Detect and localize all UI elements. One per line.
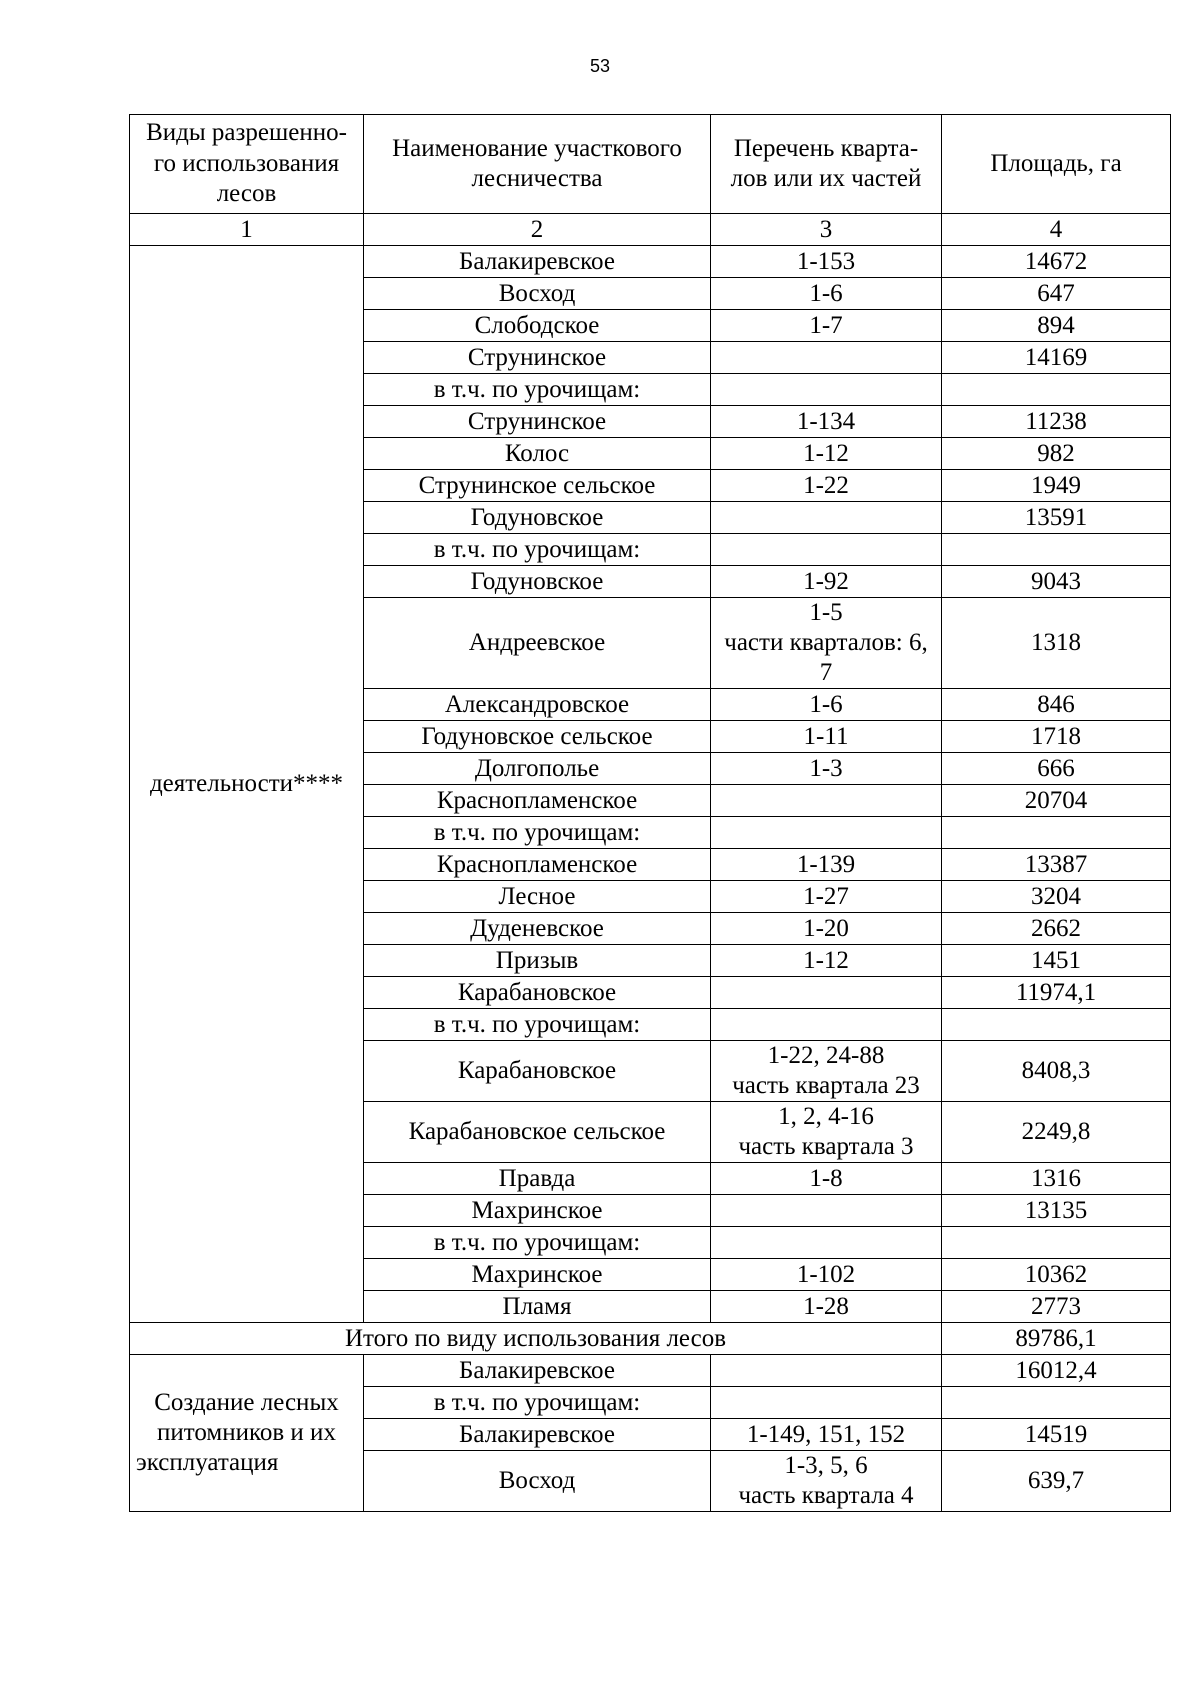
table-row bbox=[130, 1355, 1171, 1387]
forest-use-table bbox=[129, 114, 1171, 1512]
area-cell: 13591 bbox=[942, 502, 1171, 534]
forestry-name-cell: Годуновское сельское bbox=[364, 721, 711, 753]
quarters-cell bbox=[711, 1451, 942, 1512]
area-cell bbox=[942, 374, 1171, 406]
column-number: 2 bbox=[364, 214, 711, 246]
area-cell: 14519 bbox=[942, 1419, 1171, 1451]
area-cell: 2662 bbox=[942, 913, 1171, 945]
quarters-cell bbox=[711, 881, 942, 913]
forestry-name-cell: Восход bbox=[364, 1451, 711, 1512]
area-cell: 9043 bbox=[942, 566, 1171, 598]
quarters-cell bbox=[711, 342, 942, 374]
area-cell: 13387 bbox=[942, 849, 1171, 881]
forestry-name-cell: Струнинское сельское bbox=[364, 470, 711, 502]
forestry-name-cell: Краснопламенское bbox=[364, 785, 711, 817]
quarters-cell bbox=[711, 278, 942, 310]
area-cell: 13135 bbox=[942, 1195, 1171, 1227]
forestry-name-cell: Махринское bbox=[364, 1259, 711, 1291]
area-cell: 11974,1 bbox=[942, 977, 1171, 1009]
column-number-row bbox=[130, 214, 1171, 246]
quarters-cell bbox=[711, 1009, 942, 1041]
forestry-name-cell: в т.ч. по урочищам: bbox=[364, 1227, 711, 1259]
quarters-line: 1-27 bbox=[803, 882, 849, 910]
quarters-cell bbox=[711, 689, 942, 721]
use-type-cell: деятельности**** bbox=[130, 246, 364, 1323]
quarters-line: 1-28 bbox=[803, 1292, 849, 1320]
use-type-cell: Создание лесных питомников и их эксплуатация bbox=[130, 1355, 364, 1512]
quarters-cell bbox=[711, 566, 942, 598]
area-cell: 10362 bbox=[942, 1259, 1171, 1291]
quarters-cell bbox=[711, 534, 942, 566]
area-cell: 1316 bbox=[942, 1163, 1171, 1195]
area-cell: 8408,3 bbox=[942, 1041, 1171, 1102]
forestry-name-cell: Пламя bbox=[364, 1291, 711, 1323]
quarters-cell bbox=[711, 310, 942, 342]
forestry-name-cell: Струнинское bbox=[364, 406, 711, 438]
quarters-cell bbox=[711, 1259, 942, 1291]
forestry-name-cell: в т.ч. по урочищам: bbox=[364, 1009, 711, 1041]
header-forestry-name: Наименование участкового лесничества bbox=[364, 115, 711, 214]
quarters-line: 7 bbox=[819, 659, 833, 686]
area-cell: 1451 bbox=[942, 945, 1171, 977]
quarters-cell bbox=[711, 598, 942, 689]
area-cell: 982 bbox=[942, 438, 1171, 470]
quarters-line: 1-8 bbox=[809, 1164, 843, 1192]
area-cell: 2773 bbox=[942, 1291, 1171, 1323]
area-cell: 894 bbox=[942, 310, 1171, 342]
quarters-line: 1-22, 24-88 bbox=[767, 1042, 885, 1069]
forestry-name-cell: Балакиревское bbox=[364, 246, 711, 278]
area-cell: 1718 bbox=[942, 721, 1171, 753]
quarters-line: 1-11 bbox=[803, 722, 849, 750]
total-row bbox=[130, 1323, 1171, 1355]
quarters-line: 1-20 bbox=[803, 914, 849, 942]
quarters-cell bbox=[711, 1102, 942, 1163]
quarters-cell bbox=[711, 753, 942, 785]
quarters-cell bbox=[711, 1291, 942, 1323]
quarters-cell bbox=[711, 246, 942, 278]
quarters-line: 1-3, 5, 6 bbox=[784, 1452, 868, 1479]
quarters-line: часть квартала 23 bbox=[732, 1072, 920, 1099]
column-number: 3 bbox=[711, 214, 942, 246]
quarters-cell bbox=[711, 1387, 942, 1419]
quarters-line: 1-153 bbox=[796, 247, 856, 275]
quarters-cell bbox=[711, 945, 942, 977]
area-cell bbox=[942, 1387, 1171, 1419]
forestry-name-cell: Долгополье bbox=[364, 753, 711, 785]
forestry-name-cell: Балакиревское bbox=[364, 1355, 711, 1387]
forestry-name-cell: в т.ч. по урочищам: bbox=[364, 817, 711, 849]
table-row bbox=[130, 246, 1171, 278]
forestry-name-cell: Правда bbox=[364, 1163, 711, 1195]
forestry-name-cell: Дуденевское bbox=[364, 913, 711, 945]
quarters-line: 1-102 bbox=[796, 1260, 856, 1288]
area-cell: 16012,4 bbox=[942, 1355, 1171, 1387]
quarters-line: 1-6 bbox=[809, 279, 843, 307]
quarters-cell bbox=[711, 406, 942, 438]
header-quarters: Перечень кварта-лов или их частей bbox=[711, 115, 942, 214]
quarters-cell bbox=[711, 913, 942, 945]
header-area: Площадь, га bbox=[942, 115, 1171, 214]
area-cell bbox=[942, 1227, 1171, 1259]
forestry-name-cell: Годуновское bbox=[364, 502, 711, 534]
quarters-cell bbox=[711, 374, 942, 406]
quarters-line: 1-12 bbox=[803, 946, 849, 974]
area-cell: 11238 bbox=[942, 406, 1171, 438]
area-cell: 3204 bbox=[942, 881, 1171, 913]
area-cell bbox=[942, 817, 1171, 849]
quarters-line: 1-5 bbox=[809, 599, 843, 626]
quarters-line: 1-134 bbox=[796, 407, 856, 435]
forestry-name-cell: Карабановское bbox=[364, 977, 711, 1009]
total-area: 89786,1 bbox=[942, 1323, 1171, 1355]
quarters-cell bbox=[711, 721, 942, 753]
quarters-line: 1-7 bbox=[809, 311, 843, 339]
area-cell: 666 bbox=[942, 753, 1171, 785]
forestry-name-cell: Призыв bbox=[364, 945, 711, 977]
quarters-line: 1, 2, 4-16 bbox=[778, 1103, 874, 1130]
quarters-line: 1-92 bbox=[803, 567, 849, 595]
quarters-cell bbox=[711, 1227, 942, 1259]
forestry-name-cell: Александровское bbox=[364, 689, 711, 721]
quarters-cell bbox=[711, 1355, 942, 1387]
area-cell: 2249,8 bbox=[942, 1102, 1171, 1163]
forestry-name-cell: Балакиревское bbox=[364, 1419, 711, 1451]
quarters-cell bbox=[711, 785, 942, 817]
quarters-line: 1-149, 151, 152 bbox=[746, 1420, 906, 1448]
header-row bbox=[130, 115, 1171, 214]
forestry-name-cell: в т.ч. по урочищам: bbox=[364, 534, 711, 566]
quarters-line: 1-12 bbox=[803, 439, 849, 467]
forestry-name-cell: Восход bbox=[364, 278, 711, 310]
forestry-name-cell: Годуновское bbox=[364, 566, 711, 598]
quarters-cell bbox=[711, 438, 942, 470]
forestry-name-cell: Лесное bbox=[364, 881, 711, 913]
total-label: Итого по виду использования лесов bbox=[130, 1323, 942, 1355]
area-cell: 20704 bbox=[942, 785, 1171, 817]
forestry-name-cell: Карабановское сельское bbox=[364, 1102, 711, 1163]
quarters-line: 1-6 bbox=[809, 690, 843, 718]
column-number: 4 bbox=[942, 214, 1171, 246]
forestry-name-cell: Махринское bbox=[364, 1195, 711, 1227]
forestry-name-cell: Струнинское bbox=[364, 342, 711, 374]
area-cell: 846 bbox=[942, 689, 1171, 721]
forestry-name-cell: Колос bbox=[364, 438, 711, 470]
quarters-line: 1-22 bbox=[803, 471, 849, 499]
quarters-cell bbox=[711, 1163, 942, 1195]
quarters-cell bbox=[711, 470, 942, 502]
forestry-name-cell: Краснопламенское bbox=[364, 849, 711, 881]
quarters-line: 1-139 bbox=[796, 850, 856, 878]
quarters-cell bbox=[711, 502, 942, 534]
quarters-line: 1-3 bbox=[809, 754, 843, 782]
table-body bbox=[130, 246, 1171, 1512]
forestry-name-cell: в т.ч. по урочищам: bbox=[364, 374, 711, 406]
quarters-line: часть квартала 3 bbox=[738, 1133, 914, 1160]
column-number: 1 bbox=[130, 214, 364, 246]
area-cell: 14672 bbox=[942, 246, 1171, 278]
quarters-cell bbox=[711, 977, 942, 1009]
quarters-cell bbox=[711, 1419, 942, 1451]
area-cell bbox=[942, 1009, 1171, 1041]
page-number: 53 bbox=[589, 56, 611, 76]
quarters-line: части кварталов: 6, bbox=[724, 629, 928, 656]
area-cell: 647 bbox=[942, 278, 1171, 310]
quarters-cell bbox=[711, 817, 942, 849]
area-cell: 639,7 bbox=[942, 1451, 1171, 1512]
forestry-name-cell: Слободское bbox=[364, 310, 711, 342]
area-cell bbox=[942, 534, 1171, 566]
area-cell: 14169 bbox=[942, 342, 1171, 374]
quarters-cell bbox=[711, 1041, 942, 1102]
header-use-type: Виды разрешенно-го использования лесов bbox=[130, 115, 364, 214]
area-cell: 1318 bbox=[942, 598, 1171, 689]
area-cell: 1949 bbox=[942, 470, 1171, 502]
forestry-name-cell: в т.ч. по урочищам: bbox=[364, 1387, 711, 1419]
forestry-name-cell: Карабановское bbox=[364, 1041, 711, 1102]
forestry-name-cell: Андреевское bbox=[364, 598, 711, 689]
quarters-cell bbox=[711, 849, 942, 881]
quarters-cell bbox=[711, 1195, 942, 1227]
quarters-line: часть квартала 4 bbox=[738, 1482, 914, 1509]
